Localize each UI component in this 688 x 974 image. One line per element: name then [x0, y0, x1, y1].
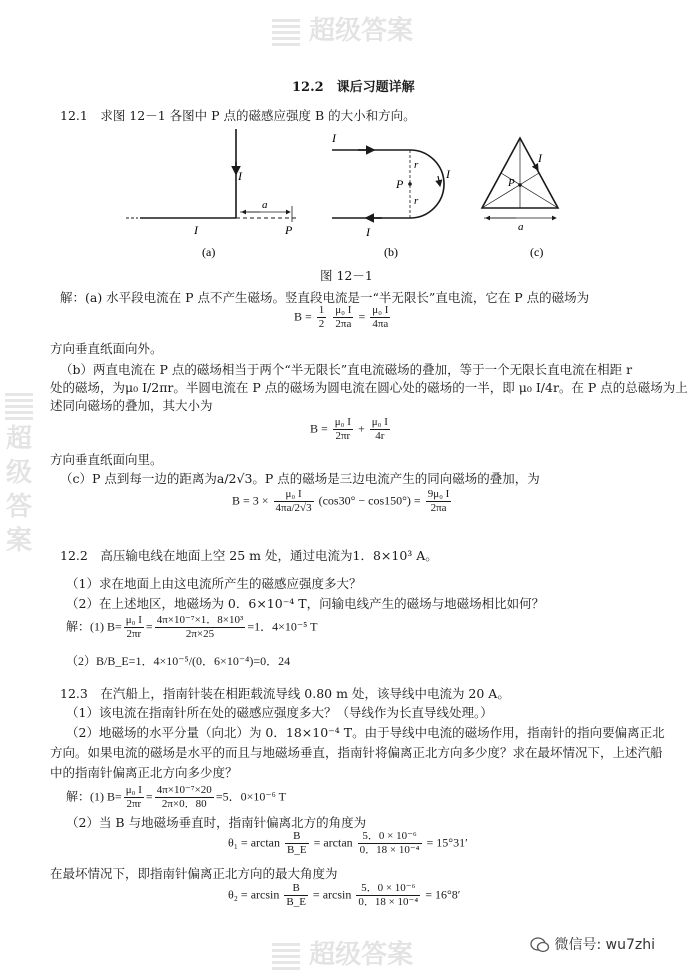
- solution-12-1-c: （c）P 点到每一边的距离为a/2√3。P 点的磁场是三边电流产生的同向磁场的叠加，为: [60, 471, 540, 486]
- figure-a-label-I-vertical: I: [238, 169, 242, 183]
- eq-theta2-frac2: $\frac{\text{5．0 × 10⁻⁶}}{\text{0．18 × 10⁻⁴}}$: [358, 882, 419, 908]
- watermark-qr-icon: [272, 18, 300, 46]
- question-12-3-part2-line2: 方向。如果电流的磁场是水平的而且与地磁场垂直，指南针将偏离正北方向多少度？求在最坏情况下，上述汽船: [50, 745, 663, 760]
- eq-theta1-lhs: θ₁ = arctan: [228, 835, 281, 850]
- sol-12-2-frac2: $\frac{\text{4π×10⁻⁷×1．8×10³}}{2\pi\times 25}$: [156, 614, 244, 640]
- figure-caption: 图 12－1: [320, 268, 373, 283]
- figure-a-label-P: P: [285, 223, 293, 237]
- watermark-side: [2, 388, 36, 558]
- figure-c-label-a: a: [518, 221, 524, 233]
- eq-b-lhs: B =: [310, 421, 328, 436]
- figure-b-label-I-top: I: [332, 131, 336, 145]
- equation-12-1-a: [294, 304, 392, 331]
- figure-b-label-r-bottom: r: [414, 195, 419, 207]
- direction-12-1-b: 方向垂直纸面向里。: [50, 452, 163, 467]
- watermark-bottom: [272, 934, 413, 971]
- equation-12-3-theta1: [228, 830, 468, 857]
- figure-a-label-a: a: [262, 199, 268, 211]
- eq-a-frac1: $\frac{\text{μ₀ I}}{2\pi a}$: [335, 304, 352, 330]
- wechat-footer: [530, 934, 655, 954]
- figure-b-caption: (b): [384, 245, 398, 259]
- eq-c-frac1: $\frac{\text{μ₀ I}}{4\pi a/2√3}$: [275, 488, 312, 514]
- solution-12-1-a: 解：(a) 水平段电流在 P 点不产生磁场。竖直段电流是一“半无限长”直电流，它在 P 点的磁场为: [60, 290, 590, 305]
- figure-c-label-P: P: [508, 177, 515, 189]
- figure-b-label-P: P: [396, 177, 404, 191]
- question-12-2: 12.2 高压输电线在地面上空 25 m 处，通过电流为1．8×10³ A。: [60, 548, 438, 563]
- eq-a-equals: =: [358, 309, 366, 324]
- figure-c: [482, 138, 558, 259]
- wechat-icon: [530, 937, 550, 953]
- eq-theta2-frac1: $\frac{B}{B\_E}$: [286, 882, 306, 908]
- question-12-2-part2: （2）在上述地区，地磁场为 0．6×10⁻⁴ T，问输电线产生的磁场与地磁场相比如何？: [66, 596, 545, 611]
- figure-b-label-r-top: r: [414, 159, 419, 171]
- watermark-text: 超级答案: [309, 16, 414, 46]
- figure-b: [331, 131, 451, 259]
- eq-theta1-mid: = arctan: [313, 835, 353, 850]
- eq-a-lhs: B =: [294, 309, 312, 324]
- worst-case-text: 在最坏情况下，即指南针偏离正北方向的最大角度为: [50, 866, 338, 881]
- eq-c-lhs: B = 3 ×: [232, 493, 269, 508]
- equation-12-1-b: [310, 416, 392, 443]
- solution-12-1-b-line3: 述同向磁场的叠加，其大小为: [50, 398, 213, 413]
- eq-c-frac2: $\frac{\text{9μ₀ I}}{2\pi a}$: [427, 488, 450, 514]
- watermark-qr-icon: [5, 392, 33, 420]
- solution-12-2-part2: （2）B/B_E=1．4×10⁻⁵/(0．6×10⁻⁴)=0．24: [66, 654, 291, 668]
- eq-c-mid: (cos30° − cos150°) =: [318, 493, 421, 508]
- eq-theta2-lhs: θ₂ = arcsin: [228, 887, 280, 902]
- eq-theta1-frac2: $\frac{\text{5．0 × 10⁻⁶}}{\text{0．18 × 10⁻⁴}}$: [359, 830, 420, 856]
- watermark-qr-icon: [272, 942, 300, 970]
- figure-a-label-I-horizontal: I: [194, 223, 198, 237]
- figure-c-caption: (c): [530, 245, 544, 259]
- eq-a-half: $\frac{1}{2}$: [318, 304, 325, 330]
- figure-b-label-I-bottom: I: [366, 225, 370, 239]
- eq-theta2-mid: = arcsin: [312, 887, 352, 902]
- eq-a-frac2: $\frac{\text{μ₀ I}}{4\pi a}$: [372, 304, 389, 330]
- watermark-text: 超级答案: [309, 940, 414, 970]
- figure-a-caption: (a): [202, 245, 216, 259]
- figure-c-label-I: I: [538, 151, 542, 165]
- question-12-3: 12.3 在汽船上，指南针装在相距载流导线 0.80 m 处，该导线中电流为 20 A。: [60, 686, 510, 701]
- question-12-3-part2-line3: 中的指南针偏离正北方向多少度？: [50, 765, 238, 780]
- eq-theta1-frac1: $\frac{B}{B\_E}$: [287, 830, 307, 856]
- sol-12-3-frac1: $\frac{\text{μ₀ I}}{2\pi r}$: [125, 784, 142, 810]
- solution-12-2-part1: 解：(1) B= $\frac{\text{μ₀ I}}{2\pi r}$ = $\frac{\text{4π×10⁻⁷×1．8×10³}}{2\pi\times 25}$ =1．4×10⁻⁵ T: [66, 614, 318, 640]
- question-12-3-part2-line1: （2）地磁场的水平分量（向北）为 0．18×10⁻⁴ T。由于导线中电流的磁场作用，指南针的指向要偏离正北: [66, 725, 665, 740]
- sol-12-3-lhs: 解：(1) B=: [66, 789, 122, 804]
- sol-12-3-frac2: $\frac{\text{4π×10⁻⁷×20}}{2\pi\times 0.80}$: [156, 784, 212, 810]
- solution-12-1-b-line2: 处的磁场，为μ₀ I/2πr。半圆电流在 P 点的磁场为圆电流在圆心处的磁场的一半，即 μ₀ I/4r。在 P 点的总磁场为上: [50, 380, 688, 395]
- figure-a: [126, 129, 298, 259]
- equation-12-3-theta2: [228, 882, 460, 909]
- sol-12-3-result: =5．0×10⁻⁶ T: [215, 789, 286, 804]
- direction-12-1-a: 方向垂直纸面向外。: [50, 341, 163, 356]
- figure-12-1: [120, 124, 580, 264]
- figure-b-label-I-arc: I: [446, 167, 450, 181]
- wechat-id: 微信号: wu7zhi: [554, 937, 655, 953]
- solution-12-1-b-line1: （b）两直电流在 P 点的磁场相当于两个“半无限长”直电流磁场的叠加，等于一个无限长直电流在相距 r: [60, 362, 633, 377]
- eq-theta1-result: = 15°31′: [426, 835, 468, 850]
- eq-b-frac2: $\frac{\text{μ₀ I}}{4r}$: [371, 416, 388, 442]
- section-title: 12.2 课后习题详解: [292, 80, 415, 95]
- equation-12-1-c: [232, 488, 453, 515]
- sol-12-2-lhs: 解：(1) B=: [66, 619, 122, 634]
- eq-b-frac1: $\frac{\text{μ₀ I}}{2\pi r}$: [334, 416, 351, 442]
- solution-12-3-part1: 解：(1) B= $\frac{\text{μ₀ I}}{2\pi r}$ = $\frac{\text{4π×10⁻⁷×20}}{2\pi\times 0.80}$ =5．0×10⁻⁶ T: [66, 784, 286, 810]
- question-12-2-part1: （1）求在地面上由这电流所产生的磁感应强度多大？: [66, 576, 362, 591]
- question-12-1: 12.1 求图 12－1 各图中 P 点的磁感应强度 B 的大小和方向。: [60, 108, 416, 123]
- solution-12-3-part2: （2）当 B 与地磁场垂直时，指南针偏离北方的角度为: [66, 815, 367, 830]
- sol-12-2-frac1: $\frac{\text{μ₀ I}}{2\pi r}$: [125, 614, 142, 640]
- sol-12-2-result: =1．4×10⁻⁵ T: [247, 619, 318, 634]
- watermark-top: [272, 10, 413, 47]
- watermark-text: 超级答案: [5, 424, 32, 556]
- eq-theta2-result: = 16°8′: [425, 887, 461, 902]
- question-12-3-part1: （1）该电流在指南针所在处的磁感应强度多大？（导线作为长直导线处理。）: [66, 705, 493, 720]
- eq-b-plus: +: [357, 421, 365, 436]
